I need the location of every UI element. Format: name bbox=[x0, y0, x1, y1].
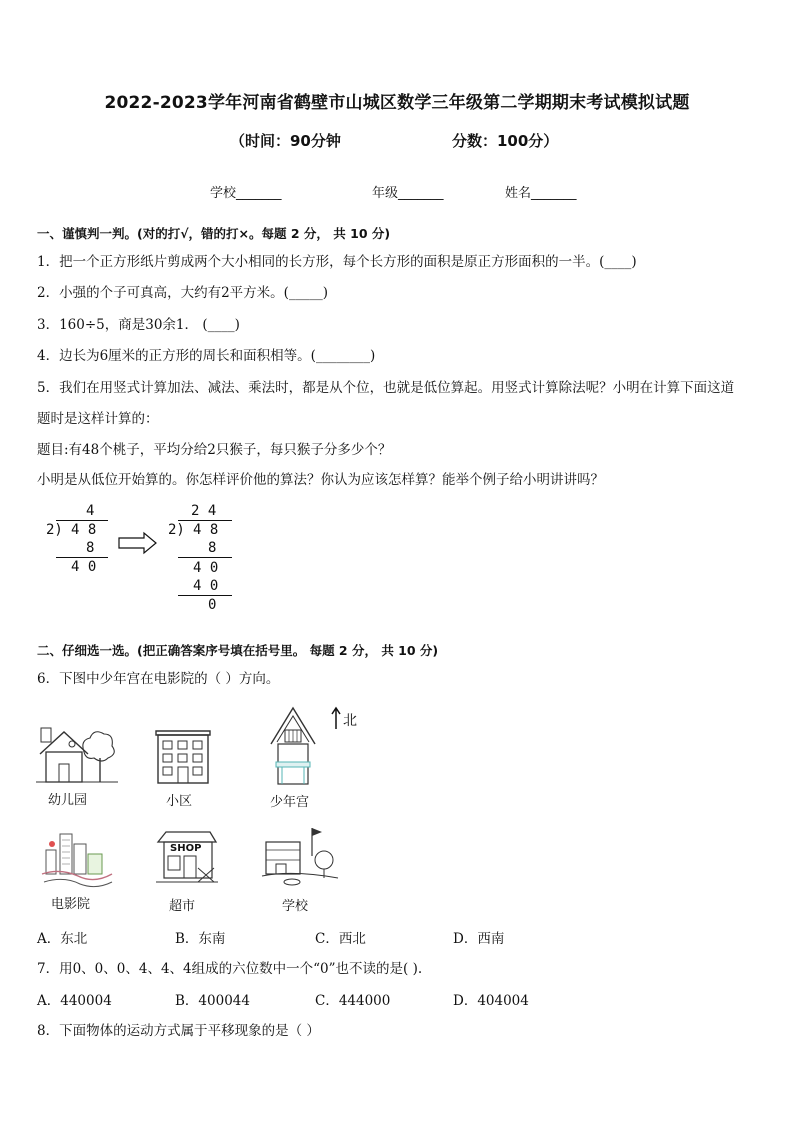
right-step-line-2 bbox=[178, 595, 232, 596]
name-field[interactable]: 姓名_______ bbox=[505, 186, 577, 201]
right-step2: 4 0 bbox=[193, 560, 219, 576]
right-step1: 8 bbox=[208, 540, 217, 556]
youth-palace-label: 少年宫 bbox=[270, 795, 310, 810]
cinema-icon bbox=[40, 830, 114, 892]
question-1: 1．把一个正方形纸片剪成两个大小相同的长方形，每个长方形的面积是原正方形面积的一半。(____) bbox=[37, 254, 637, 270]
kindergarten-icon bbox=[36, 722, 118, 784]
q6-option-b[interactable]: B．东南 bbox=[175, 931, 226, 947]
left-remainder: 4 0 bbox=[71, 559, 97, 575]
question-5-line1: 5．我们在用竖式计算加法、减法、乘法时，都是从个位，也就是低位算起。用竖式计算除法呢？小明在计算下面这道 bbox=[37, 380, 735, 396]
kindergarten-label: 幼儿园 bbox=[48, 793, 88, 808]
right-division-bar bbox=[178, 520, 232, 521]
supermarket-label: 超市 bbox=[169, 899, 196, 914]
left-divisor: 2) bbox=[46, 522, 63, 538]
question-4: 4．边长为6厘米的正方形的周长和面积相等。(________) bbox=[37, 348, 376, 364]
q7-option-c[interactable]: C．444000 bbox=[315, 993, 391, 1009]
right-final: 0 bbox=[208, 597, 217, 613]
north-label: 北 bbox=[343, 713, 357, 729]
q7-option-d[interactable]: D．404004 bbox=[453, 993, 529, 1009]
supermarket-icon bbox=[154, 830, 220, 888]
question-5-line3: 题目:有48个桃子，平均分给2只猴子，每只猴子分多少个？ bbox=[37, 442, 392, 458]
school-icon bbox=[262, 826, 340, 888]
question-5-line4: 小明是从低位开始算的。你怎样评价他的算法？你认为应该怎样算？能举个例子给小明讲讲吗？ bbox=[37, 472, 604, 488]
q6-option-c[interactable]: C．西北 bbox=[315, 931, 366, 947]
left-step1: 8 bbox=[86, 540, 95, 556]
question-3: 3．160÷5，商是30余1． (____) bbox=[37, 317, 240, 333]
q6-option-a[interactable]: A．东北 bbox=[37, 931, 88, 947]
question-7: 7．用0、0、0、4、4、4组成的六位数中一个“0”也不读的是( ). bbox=[37, 961, 423, 977]
right-dividend: 4 8 bbox=[193, 522, 219, 538]
right-step-line-1 bbox=[178, 557, 232, 558]
shop-sign: SHOP bbox=[170, 843, 202, 854]
question-6: 6．下图中少年宫在电影院的（ ）方向。 bbox=[37, 671, 280, 687]
q7-option-b[interactable]: B．400044 bbox=[175, 993, 250, 1009]
school-label: 学校 bbox=[282, 899, 309, 914]
section2-heading: 二、仔细选一选。(把正确答案序号填在括号里。 每题 2 分， 共 10 分) bbox=[37, 643, 439, 658]
right-quotient: 2 4 bbox=[191, 503, 217, 519]
youth-palace-icon bbox=[268, 706, 318, 786]
left-quotient: 4 bbox=[86, 503, 95, 519]
school-field[interactable]: 学校_______ bbox=[210, 186, 282, 201]
right-divisor: 2) bbox=[168, 522, 185, 538]
north-arrow-icon bbox=[330, 706, 342, 730]
left-division-bar bbox=[56, 520, 108, 521]
exam-score: 分数：100分） bbox=[452, 132, 559, 150]
question-8: 8．下面物体的运动方式属于平移现象的是（ ） bbox=[37, 1023, 320, 1039]
right-step3: 4 0 bbox=[193, 578, 219, 594]
q7-option-a[interactable]: A．440004 bbox=[37, 993, 112, 1009]
q6-option-d[interactable]: D．西南 bbox=[453, 931, 505, 947]
section1-heading: 一、谨慎判一判。(对的打√，错的打×。每题 2 分， 共 10 分) bbox=[37, 226, 391, 241]
residential-label: 小区 bbox=[166, 794, 193, 809]
question-2: 2．小强的个子可真高，大约有2平方米。(_____) bbox=[37, 285, 328, 301]
left-dividend: 4 8 bbox=[71, 522, 97, 538]
question-5-line2: 题时是这样计算的： bbox=[37, 411, 159, 427]
exam-time: （时间：90分钟 bbox=[230, 132, 341, 150]
left-step-line bbox=[56, 557, 108, 558]
grade-field[interactable]: 年级_______ bbox=[372, 186, 444, 201]
right-arrow-icon bbox=[118, 532, 158, 554]
residential-building-icon bbox=[154, 727, 212, 785]
page-title: 2022-2023学年河南省鹤壁市山城区数学三年级第二学期期末考试模拟试题 bbox=[104, 93, 690, 113]
cinema-label: 电影院 bbox=[51, 897, 91, 912]
